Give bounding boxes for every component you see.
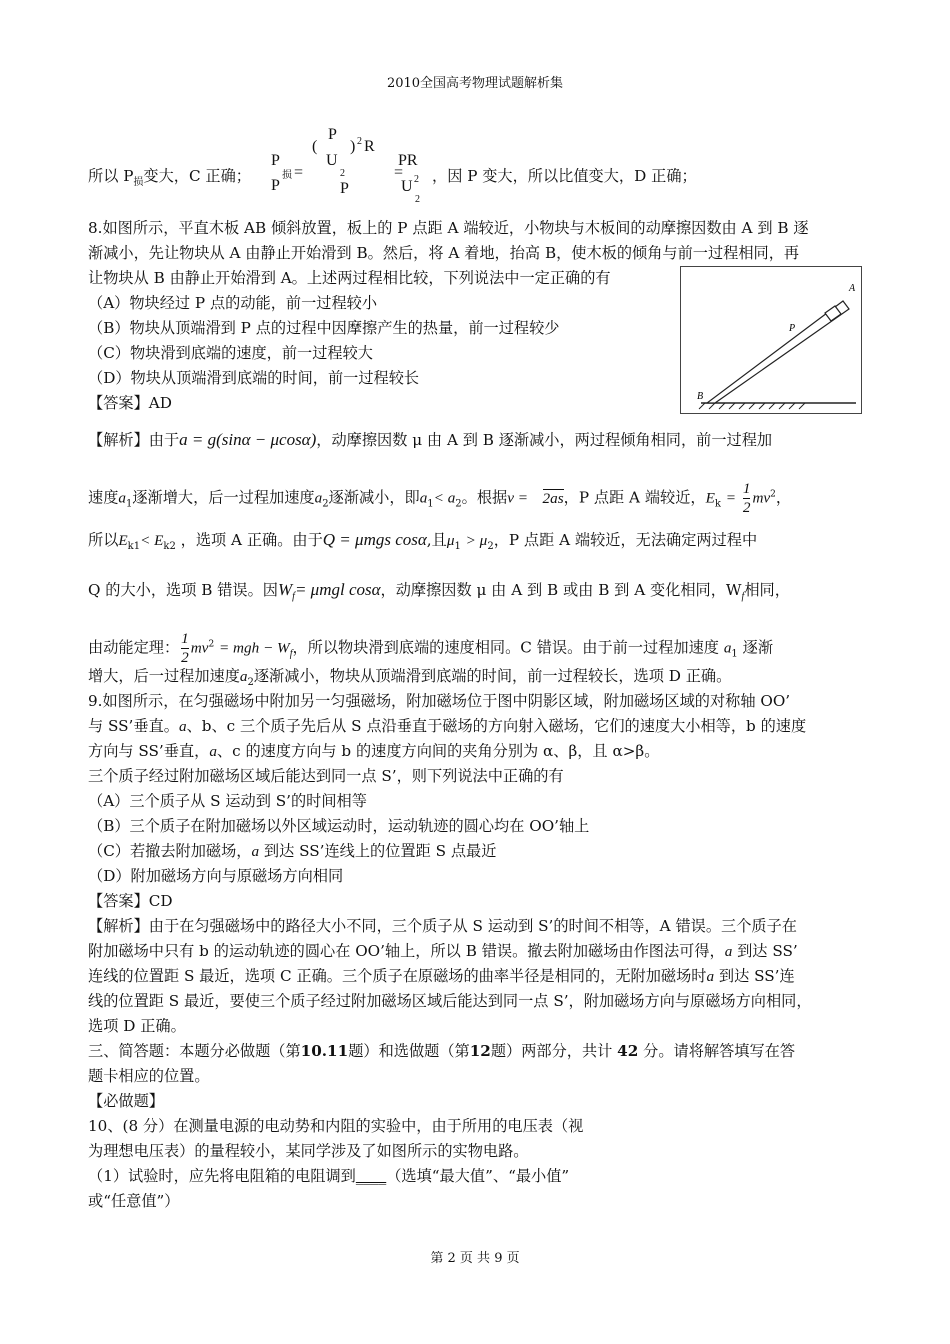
q8-line-2: 渐减小，先让物块从 A 由静止开始滑到 B。然后，将 A 着地，抬高 B，使木板的倾角与前一过程相同，再	[88, 244, 800, 262]
q9-answer: 【答案】CD	[88, 892, 173, 910]
q9-line-4: 三个质子经过附加磁场区域后能达到同一点 S’，则下列说法中正确的有	[88, 767, 564, 785]
q9-line-3: 方向与 SS’垂直，a、c 的速度方向与 b 的速度方向间的夹角分别为 α、β，且 α>β。	[88, 742, 660, 760]
q9-option-d: （D）附加磁场方向与原磁场方向相同	[88, 867, 344, 885]
q8-option-d: （D）物块从顶端滑到底端的时间，前一过程较长	[88, 369, 420, 387]
analysis8-line-4: Q 的大小，选项 B 错误。因$W_f= \mu mgl$ cosα，动摩擦因数 μ 由 A 到 B 或由 B 到 A 变化相同，$W_f$相同，	[88, 580, 790, 602]
label-a: A	[849, 283, 856, 294]
analysis8-line-1: 【解析】由于a = g(sinα − μcosα)，动摩擦因数 μ 由 A 到 B 逐渐减小，两过程倾角相同，前一过程加	[88, 430, 773, 449]
q10-answer-blank[interactable]: ____	[355, 1167, 387, 1185]
q9-analysis-1: 【解析】由于在匀强磁场中的路径大小不同，三个质子从 S 运动到 S’的时间不相等，A 错误。三个质子在	[88, 917, 797, 935]
q9-option-b: （B）三个质子在附加磁场以外区域运动时，运动轨迹的圆心均在 OO’轴上	[88, 817, 590, 835]
q8-option-b: （B）物块从顶端滑到 P 点的过程中因摩擦产生的热量，前一过程较少	[88, 319, 560, 337]
label-b: B	[697, 391, 704, 402]
analysis8-line-6: 增大，后一过程加速度$a_2$逐渐减小，物块从顶端滑到底端的时间，前一过程较长，选项 D 正确。	[88, 667, 732, 688]
analysis8-line-2: 速度$a_1$逐渐增大，后一过程加速度$a_2$逐渐减小，即$a_1< a_2$。根据v = 2as，P 点距 A 端较近，$E_k$ = $\frac{1}{2}$ $mv^2$，	[88, 480, 792, 516]
q9-analysis-4: 线的位置距 S 最近，要使三个质子经过附加磁场区域后能达到同一点 S’，附加磁场方向与原磁场方向相同，	[88, 992, 812, 1010]
label-p: P	[789, 323, 796, 334]
q9-line-2: 与 SS’垂直。a、b、c 三个质子先后从 S 点沿垂直于磁场的方向射入磁场，它们的速度大小相等，b 的速度	[88, 717, 807, 735]
q10-line-4: 或“任意值”）	[88, 1192, 180, 1210]
section3-line-1: 三、简答题：本题分必做题（第10.11题）和选做题（第12题）两部分，共计 42 分。请将解答填写在答	[88, 1042, 795, 1060]
incline-diagram	[681, 267, 861, 413]
section3-line-2: 题卡相应的位置。	[88, 1067, 210, 1085]
formula-line-top: 所以 $P_损$变大，C 正确；	[88, 167, 251, 188]
q9-analysis-3: 连线的位置距 S 最近，选项 C 正确。三个质子在原磁场的曲率半径是相同的，无附加磁场时a 到达 SS’连	[88, 967, 795, 985]
page-header: 2010全国高考物理试题解析集	[386, 76, 564, 91]
q9-analysis-2: 附加磁场中只有 b 的运动轨迹的圆心在 OO’轴上，所以 B 错误。撤去附加磁场由作图法可得，a 到达 SS’	[88, 942, 798, 960]
q9-analysis-5: 选项 D 正确。	[88, 1017, 186, 1035]
formula-line-suffix: ，因 P 变大，所以比值变大，D 正确；	[432, 167, 697, 185]
power-ratio-formula: P 损 P = P ( ) 2 R U 2 P = PR U 2 2	[271, 126, 420, 205]
page-footer: 第 2 页 共 9 页	[430, 1251, 520, 1266]
q8-answer: 【答案】AD	[88, 394, 172, 412]
q8-line-3: 让物块从 B 由静止开始滑到 A。上述两过程相比较，下列说法中一定正确的有	[88, 269, 611, 287]
q8-option-c: （C）物块滑到底端的速度，前一过程较大	[88, 344, 373, 362]
analysis8-line-3: 所以$E_{k1}< E_{k2}$ ，选项 A 正确。由于Q = μmgs cosα,且$\mu_1 > \mu_2$，P 点距 A 端较近，无法确定两过程中	[88, 530, 758, 552]
q9-option-a: （A）三个质子从 S 运动到 S’的时间相等	[88, 792, 367, 810]
inclined-plane-figure	[680, 266, 862, 414]
q10-line-3: （1）试验时，应先将电阻箱的电阻调到____（选填“最大值”、“最小值”	[88, 1167, 570, 1185]
q9-option-c: （C）若撤去附加磁场，a 到达 SS’连线上的位置距 S 点最近	[88, 842, 497, 860]
q10-line-2: 为理想电压表）的量程较小，某同学涉及了如图所示的实物电路。	[88, 1142, 529, 1160]
q10-line-1: 10、(8 分）在测量电源的电动势和内阻的实验中，由于所用的电压表（视	[88, 1117, 584, 1135]
q9-line-1: 9.如图所示，在匀强磁场中附加另一匀强磁场，附加磁场位于图中阴影区域，附加磁场区域的对称轴 OO’	[88, 692, 791, 710]
section3-must-heading: 【必做题】	[88, 1092, 164, 1110]
q8-line-1: 8.如图所示，平直木板 AB 倾斜放置，板上的 P 点距 A 端较近，小物块与木板间的动摩擦因数由 A 到 B 逐	[88, 219, 809, 237]
analysis8-line-5: 由动能定理： $\frac{1}{2}$ $mv^2$ = mgh − $W_f$，所以物块滑到底端的速度相同。C 错误。由于前一过程加速度 $a_1$ 逐渐	[88, 630, 773, 666]
q8-option-a: （A）物块经过 P 点的动能，前一过程较小	[88, 294, 378, 312]
